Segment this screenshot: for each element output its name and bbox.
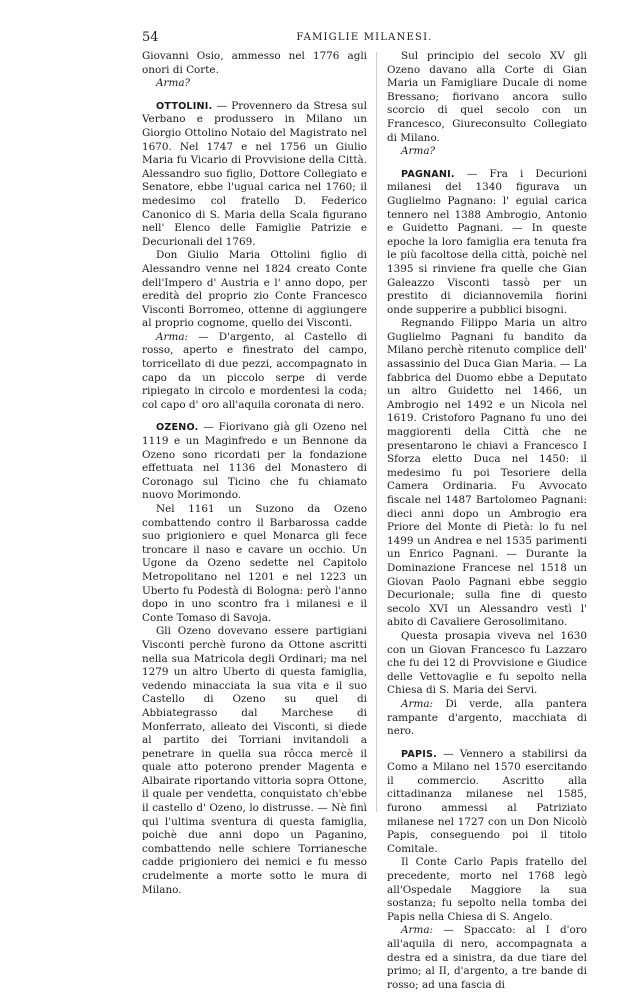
ozeno-arma: Arma? bbox=[401, 145, 436, 158]
ottolini-paragraph-2: Don Giulio Maria Ottolini figlio di Alessandro venne nel 1824 creato Conte dell'Impero d' Austria e l' anno dopo, per eredità del proprio zio Conte Francesco Visconti Borromeo, ottenne di aggiungere al proprio cognome, quello dei Visconti. bbox=[142, 249, 367, 330]
ozeno-paragraph-3: Gli Ozeno dovevano essere partigiani Visconti perchè furono da Ottone ascritti nella sua Matricola degli Ordinari; ma nel 1279 un altro Uberto di questa famiglia, vedendo minacciata la sua vita e il suo Castello di Ozeno su quel di Abbiategrasso dal Marchese di Monferrato, alleato dei Visconti, si diede al partito dei Torriani invitandoli a penetrare in quella sua rôcca mercè il quale atto poterono prender Magenta e Albairate riportando vittoria sopra Ottone, il quale per vendetta, conquistato ch'ebbe il castello d' Ozeno, lo distrusse. — Nè finì qui l'ultima sventura di questa famiglia, poichè due anni dopo un Paganino, combattendo nelle schiere Torrianesche cadde prigioniero dei nemici e fu messo crudelmente a morte sotto le mura di Milano. bbox=[142, 625, 367, 896]
ottolini-arma: Arma: — D'argento, al Castello di rosso, aperto e finestrato del campo, torricellato di due pezzi, accompagnato in capo da un piccolo serpe di verde ripiegato in circolo e mordentesi la coda; col capo d' oro all'aquila coronata di nero. bbox=[142, 330, 367, 411]
family-name-ozeno: OZENO. bbox=[156, 422, 199, 434]
papis-arma: Arma: — Spaccato: al I d'oro all'aquila di nero, accompagnata a destra ed a sinistra, da due tiare del primo; al II, d'argento, a tre bande di rosso; ad una fascia di bbox=[387, 924, 587, 991]
page-header bbox=[142, 30, 587, 46]
family-name-papis: PAPIS. bbox=[401, 748, 437, 760]
page-number: 54 bbox=[142, 30, 159, 45]
entry-papis: PAPIS. — Vennero a stabilirsi da Como a Milano nel 1570 esercitando il commercio. Ascritto alla cittadinanza milanese nel 1585, furono ammessi al Patriziato milanese nel 1727 con un Don Nicolò Papis, conseguendo poi il titolo Comitale. bbox=[387, 747, 587, 855]
right-column bbox=[387, 50, 587, 992]
pagnani-arma: Arma: Di verde, alla pantera rampante d'argento, macchiata di nero. bbox=[387, 697, 587, 738]
ozeno-paragraph-2: Nel 1161 un Suzono da Ozeno combattendo contro il Barbarossa cadde suo prigioniero e quel Monarca gli fece troncare il naso e cavare un occhio. Un Ugone da Ozeno sedette nel Capitolo Metropolitano nel 1201 e nel 1223 un Uberto fu Podestà di Bologna: però l'anno dopo in uno scontro fra i milanesi e il Conte Tomaso di Savoja. bbox=[142, 503, 367, 624]
osio-continuation: Giovanni Osio, ammesso nel 1776 agli onori di Corte. bbox=[142, 50, 367, 76]
entry-ottolini: OTTOLINI. — Provennero da Stresa sul Verbano e produssero in Milano un Giorgio Ottolino Notaio del Magistrato nel 1670. Nel 1747 e nel 1756 un Giulio Maria fu Vicario di Provvisione della Città. Alessandro suo figlio, Dottore Collegiato e Senatore, ebbe l'ugual carica nel 1760; il medesimo col fratello D. Federico Canonico di S. Maria della Scala figurano nell' Elenco delle Famiglie Patrizie e Decurionali del 1769. bbox=[142, 99, 367, 248]
family-name-ottolini: OTTOLINI. bbox=[156, 100, 213, 112]
running-title: FAMIGLIE MILANESI. bbox=[296, 32, 433, 43]
column-divider bbox=[376, 52, 377, 812]
ozeno-continuation: Sul principio del secolo XV gli Ozeno davano alla Corte di Gian Maria un Famigliare Ducale di nome Bressano; fiorivano ancora sullo scorcio di quel secolo con un Francesco, Giureconsulto Collegiato di Milano. bbox=[387, 50, 587, 144]
entry-ozeno: OZENO. — Fiorivano già gli Ozeno nel 1119 e un Maginfredo e un Bennone da Ozeno sono ricordati per la fondazione effettuata nel 1136 del Monastero di Coronago sul Ticino che fu chiamato nuovo Morimondo. bbox=[142, 421, 367, 502]
entry-pagnani: PAGNANI. — Fra i Decurioni milanesi del 1340 figurava un Guglielmo Pagnano: l' eguial carica tennero nel 1388 Ambrogio, Antonio e Guidetto Pagnani. — In queste epoche la loro famiglia era tenuta fra le più facoltose della città, poichè nel 1395 si rinviene fra quelle che Gian Galeazzo Visconti tassò per un prestito di diciannovemila fiorini onde supperire a pubblici bisogni. bbox=[387, 167, 587, 316]
osio-arma: Arma? bbox=[156, 77, 191, 90]
pagnani-paragraph-2: Regnando Filippo Maria un altro Guglielmo Pagnani fu bandito da Milano perchè ritenuto complice dell' assassinio del Duca Gian Maria. — La fabbrica del Duomo ebbe a Deputato un altro Guidetto nel 1466, un Ambrogio nel 1492 e un Nicola nel 1619. Cristoforo Pagnano fu uno dei maggiorenti della Città che ne presentarono le chiavi a Francesco I Sforza eletto Duca nel 1450: il medesimo fu poi Tesoriere della Camera Ordinaria. Fu Avvocato fiscale nel 1487 Bartolomeo Pagnani: dieci anni dopo un Ambrogio era Priore del Monte di Pietà: lo fu nel 1499 un Andrea e nel 1535 parimenti un Enrico Pagnani. — Durante la Dominazione Francese nel 1518 un Giovan Paolo Pagnani ebbe seggio Decurionale; sulla fine di questo secolo XVI un Alessandro vestì l' abito di Cavaliere Gerosolimitano. bbox=[387, 317, 587, 629]
left-column bbox=[142, 50, 367, 897]
papis-paragraph-2: Il Conte Carlo Papis fratello del precedente, morto nel 1768 legò all'Ospedale Maggiore la sua sostanza; fu sepolto nella tomba dei Papis nella Chiesa di S. Angelo. bbox=[387, 856, 587, 923]
pagnani-paragraph-3: Questa prosapia viveva nel 1630 con un Giovan Francesco fu Lazzaro che fu dei 12 di Provvisione e Giudice delle Vettovaglie e fu sepolto nella Chiesa di S. Maria dei Servi. bbox=[387, 629, 587, 697]
family-name-pagnani: PAGNANI. bbox=[401, 168, 455, 180]
